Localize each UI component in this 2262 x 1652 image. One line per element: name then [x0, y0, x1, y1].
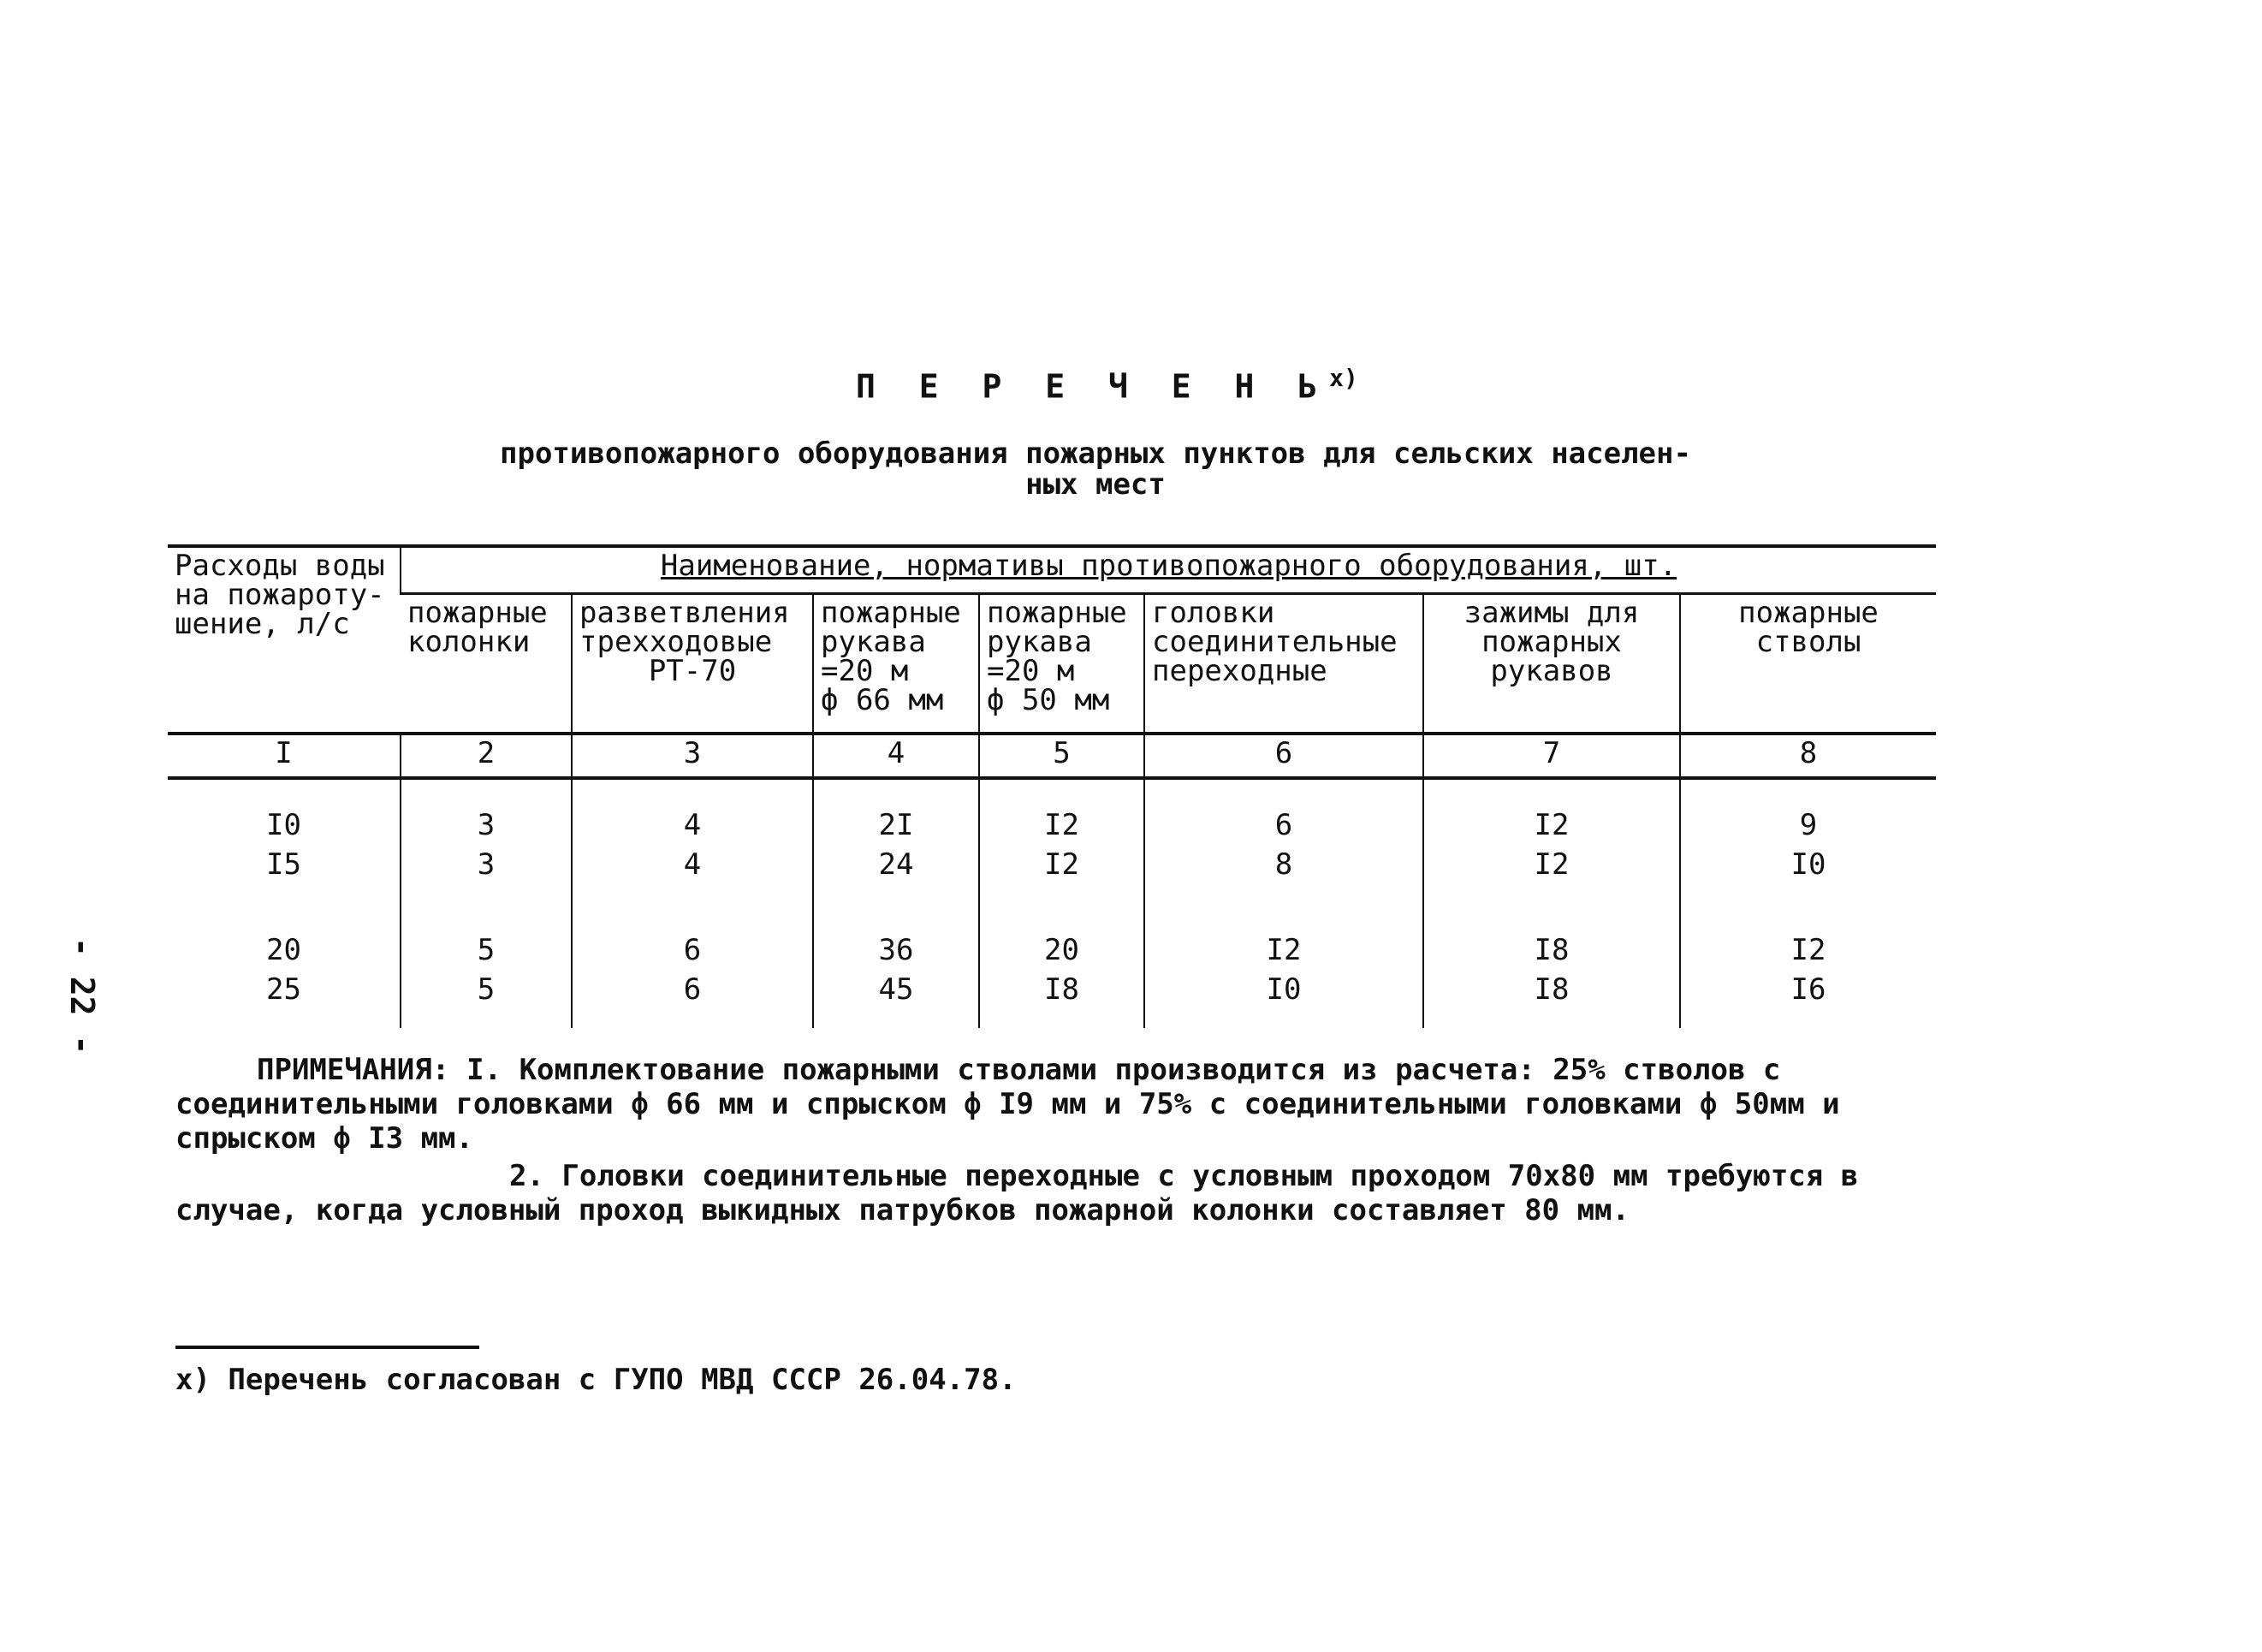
table-cell: 24	[813, 847, 979, 886]
table-cell: I8	[1423, 886, 1680, 972]
header-line: переходные	[1152, 654, 1327, 688]
table-cell: I2	[979, 847, 1144, 886]
header-hoses-50	[979, 594, 1144, 734]
note-2	[175, 1159, 1913, 1227]
subtitle-line-2: ных мест	[1025, 467, 1166, 502]
header-line: разветвления	[579, 596, 790, 630]
table-cell: I8	[979, 972, 1144, 1028]
column-number: 7	[1423, 734, 1680, 778]
table-cell: I2	[1680, 886, 1936, 972]
header-line: =20 м	[987, 654, 1075, 688]
footnote: х) Перечень согласован с ГУПО МВД СССР 26.04.78.	[175, 1363, 1017, 1397]
note-1-text: I. Комплектование пожарными стволами производится из расчета: 25% стволов с соединительными головками ф 66 мм и спрыском ф I9 мм и 75% с соединительными головками ф 50мм и спрыском ф I3 мм.	[175, 1053, 1840, 1156]
note-1	[175, 1053, 1913, 1156]
header-line: пожарные	[1738, 596, 1879, 630]
table-cell: I0	[266, 808, 301, 842]
table-cell: 3	[401, 778, 572, 847]
header-heads	[1144, 594, 1423, 734]
header-group-equipment: Наименование, нормативы противопожарного оборудования, шт.	[401, 546, 1936, 594]
notes-section	[175, 1053, 1913, 1231]
table-cell: 45	[813, 972, 979, 1028]
table-cell: 25	[266, 972, 301, 1007]
table-cell: 9	[1680, 778, 1936, 847]
header-hydrants	[401, 594, 572, 734]
column-number: 2	[401, 734, 572, 778]
header-clamps	[1423, 594, 1680, 734]
table-row	[168, 778, 1936, 847]
subtitle-line-1: противопожарного оборудования пожарных пунктов для сельских населен-	[500, 437, 1691, 471]
table-cell: 36	[813, 886, 979, 972]
table-cell: 5	[401, 886, 572, 972]
table-cell: I6	[1680, 972, 1936, 1028]
table-cell: 5	[401, 972, 572, 1028]
header-line: ф 66 мм	[821, 683, 944, 717]
header-line: пожарные	[821, 596, 961, 630]
column-number: I	[168, 734, 401, 778]
table-cell: 20	[266, 933, 301, 967]
table-cell: I2	[1423, 778, 1680, 847]
title-text: П Е Р Е Ч Е Н Ь	[856, 367, 1330, 406]
column-number: 5	[979, 734, 1144, 778]
title-footnote-mark: x)	[1329, 364, 1358, 392]
header-line: рукава	[987, 625, 1092, 659]
header-line: рукава	[821, 625, 926, 659]
table-cell: I2	[979, 778, 1144, 847]
document-subtitle	[342, 438, 1849, 500]
table-cell: I2	[1423, 847, 1680, 886]
equipment-table	[168, 544, 1936, 1028]
column-number: 8	[1680, 734, 1936, 778]
table-row	[168, 847, 1936, 886]
notes-label: ПРИМЕЧАНИЯ:	[257, 1053, 450, 1087]
table-cell: I5	[266, 847, 301, 882]
column-number-row	[168, 734, 1936, 778]
header-line: соединительные	[1152, 625, 1398, 659]
header-line: головки	[1152, 596, 1275, 630]
header-line: колонки	[407, 625, 531, 659]
table-row	[168, 886, 1936, 972]
header-line: зажимы для	[1463, 596, 1640, 630]
note-2-text: 2. Головки соединительные переходные с условным проходом 70х80 мм требуются в случае, когда условный проход выкидных патрубков пожарной колонки составляет 80 мм.	[175, 1159, 1859, 1227]
header-line: =20 м	[821, 654, 909, 688]
table-cell: I0	[1144, 972, 1423, 1028]
column-number: 3	[572, 734, 813, 778]
document-title	[856, 364, 1358, 406]
table-subheader-row	[168, 594, 1936, 734]
header-line: стволы	[1755, 625, 1861, 659]
table-cell: I2	[1144, 886, 1423, 972]
table-cell: 2I	[813, 778, 979, 847]
table-cell: 20	[979, 886, 1144, 972]
header-hoses-66	[813, 594, 979, 734]
header-line: пожарные	[987, 596, 1127, 630]
header-nozzles	[1680, 594, 1936, 734]
header-branches	[572, 594, 813, 734]
header-line: рукавов	[1490, 654, 1613, 688]
column-number: 4	[813, 734, 979, 778]
table-cell: 6	[572, 886, 813, 972]
footnote-divider	[175, 1346, 479, 1349]
column-number: 6	[1144, 734, 1423, 778]
table-row	[168, 972, 1936, 1028]
table-cell: 3	[401, 847, 572, 886]
table-cell: 6	[1144, 778, 1423, 847]
table-cell: I8	[1423, 972, 1680, 1028]
header-line: ф 50 мм	[987, 683, 1110, 717]
table-cell: I0	[1680, 847, 1936, 886]
table-header-row	[168, 546, 1936, 594]
table-cell: 6	[572, 972, 813, 1028]
header-water-flow: Расходы воды на пожароту- шение, л/с	[168, 546, 401, 734]
header-line: РТ-70	[648, 654, 737, 688]
page-number: - 22 -	[63, 937, 101, 1055]
header-line: трехходовые	[579, 625, 773, 659]
table-cell: 4	[572, 778, 813, 847]
header-line: пожарные	[407, 596, 548, 630]
table-cell: 4	[572, 847, 813, 886]
header-line: пожарных	[1481, 625, 1622, 659]
table-cell: 8	[1144, 847, 1423, 886]
